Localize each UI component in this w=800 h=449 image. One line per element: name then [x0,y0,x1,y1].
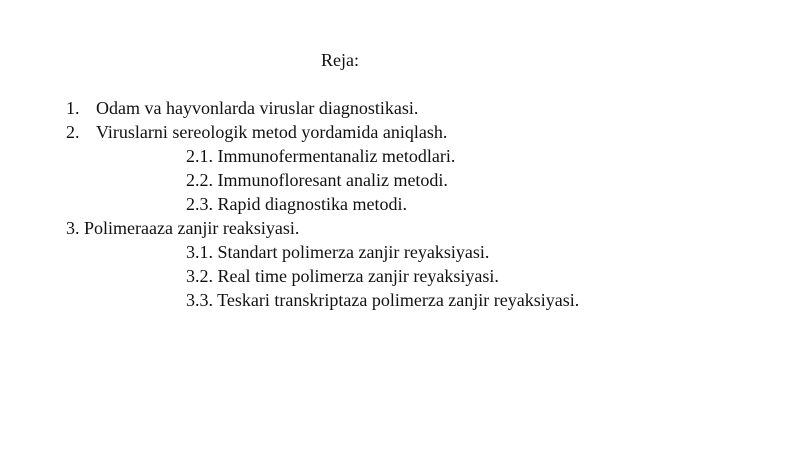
list-item-number: 2. [66,122,80,142]
page-title: Reja: [321,50,359,70]
list-item-3: 3. Polimeraaza zanjir reaksiyasi. [66,218,300,238]
sub-item-2-1: 2.1. Immunofermentanaliz metodlari. [186,146,456,166]
sub-item-2-3: 2.3. Rapid diagnostika metodi. [186,194,407,214]
sub-item-2-2: 2.2. Immunofloresant analiz metodi. [186,170,448,190]
list-item-text: Viruslarni sereologik metod yordamida aniqlash. [96,122,448,142]
list-item-number: 1. [66,98,80,118]
list-item-text: Odam va hayvonlarda viruslar diagnostikasi. [96,98,419,118]
sub-item-3-2: 3.2. Real time polimerza zanjir reyaksiyasi. [186,266,499,286]
sub-item-3-3: 3.3. Teskari transkriptaza polimerza zanjir reyaksiyasi. [186,290,580,310]
sub-item-3-1: 3.1. Standart polimerza zanjir reyaksiyasi. [186,242,490,262]
